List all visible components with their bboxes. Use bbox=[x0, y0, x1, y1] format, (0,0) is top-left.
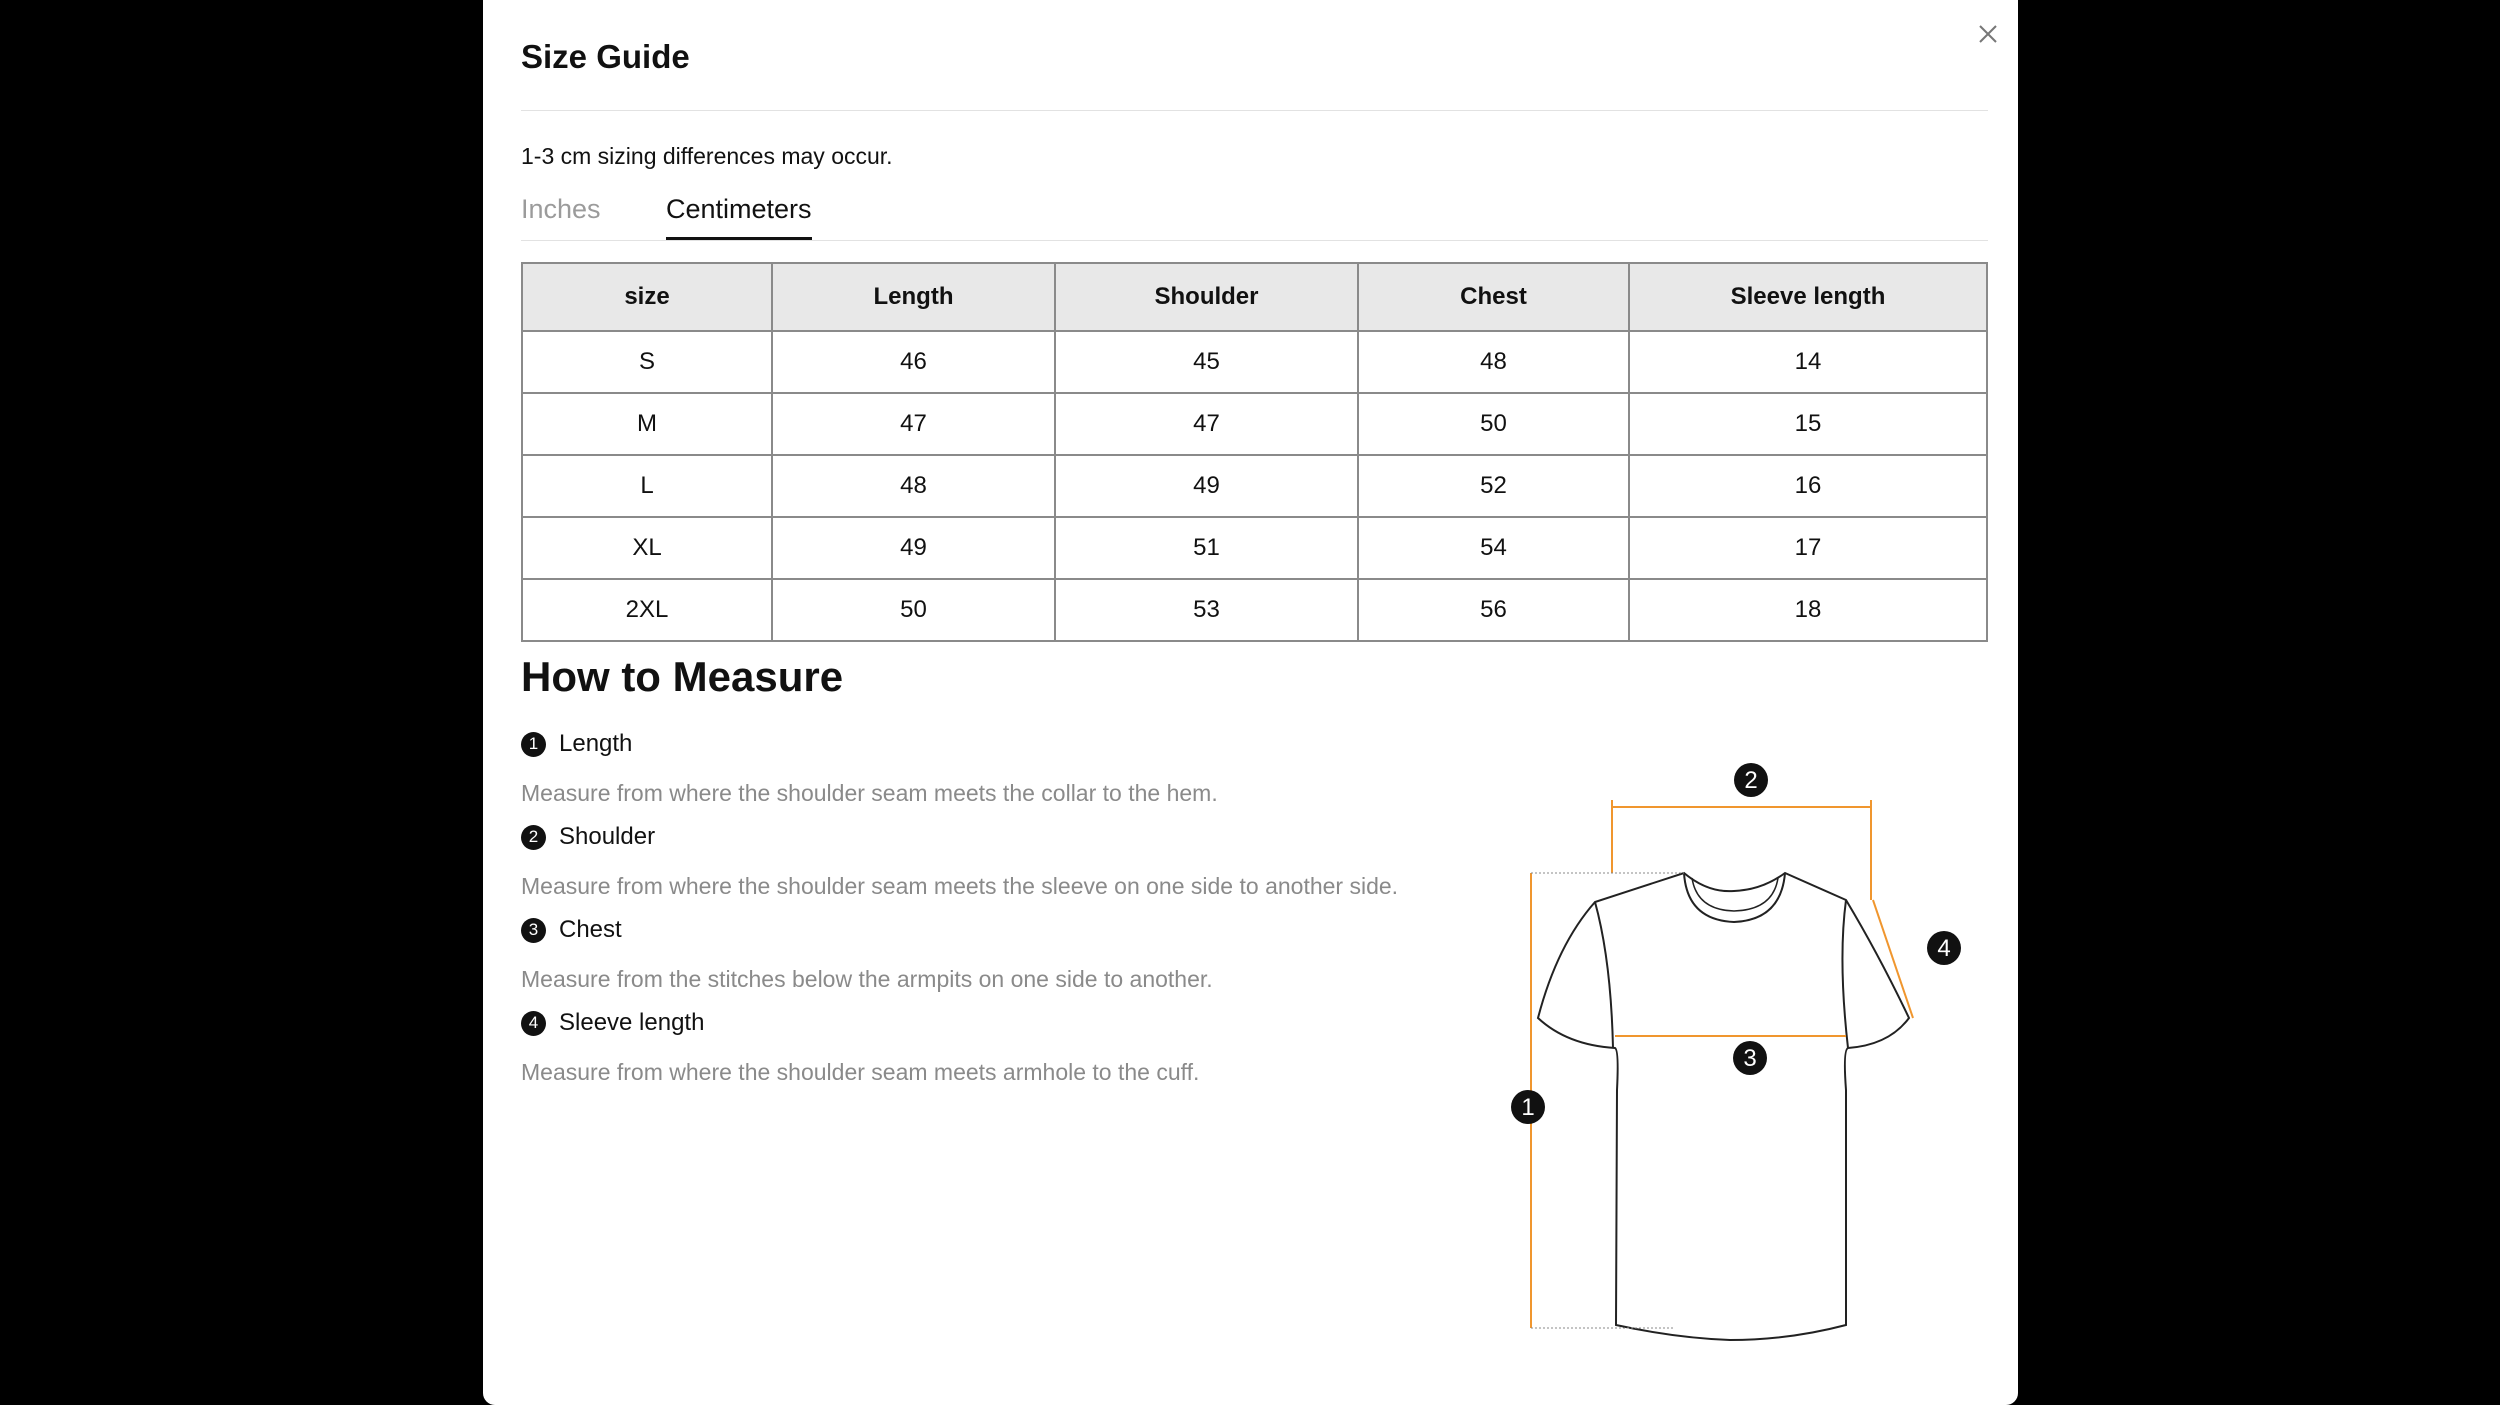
table-row bbox=[522, 579, 1987, 641]
unit-tabs bbox=[521, 190, 1988, 241]
tab-centimeters[interactable]: Centimeters bbox=[666, 194, 812, 240]
table-cell: 46 bbox=[772, 331, 1055, 393]
step-description: Measure from where the shoulder seam meets armhole to the cuff. bbox=[521, 1059, 1200, 1085]
table-cell: 45 bbox=[1055, 331, 1358, 393]
table-row bbox=[522, 517, 1987, 579]
table-cell: 50 bbox=[1358, 393, 1629, 455]
table-cell: 18 bbox=[1629, 579, 1987, 641]
table-cell: 48 bbox=[772, 455, 1055, 517]
table-cell: 47 bbox=[1055, 393, 1358, 455]
measure-step-shoulder bbox=[521, 823, 1398, 900]
table-cell: 54 bbox=[1358, 517, 1629, 579]
table-cell: 51 bbox=[1055, 517, 1358, 579]
table-cell: L bbox=[522, 455, 772, 517]
step-description: Measure from where the shoulder seam meets the collar to the hem. bbox=[521, 780, 1218, 806]
step-number-badge: 3 bbox=[521, 918, 546, 943]
header-sleeve-length: Sleeve length bbox=[1629, 263, 1987, 331]
header-size: size bbox=[522, 263, 772, 331]
size-table bbox=[521, 262, 1988, 642]
step-label: Sleeve length bbox=[559, 1009, 705, 1036]
step-number-badge: 4 bbox=[521, 1011, 546, 1036]
tab-inches[interactable]: Inches bbox=[521, 194, 601, 224]
sizing-note: 1-3 cm sizing differences may occur. bbox=[521, 143, 893, 169]
header-length: Length bbox=[772, 263, 1055, 331]
table-header-row bbox=[522, 263, 1987, 331]
measure-step-sleeve-length bbox=[521, 1009, 1199, 1086]
table-cell: 17 bbox=[1629, 517, 1987, 579]
table-cell: S bbox=[522, 331, 772, 393]
table-cell: 48 bbox=[1358, 331, 1629, 393]
table-cell: M bbox=[522, 393, 772, 455]
step-label: Chest bbox=[559, 916, 622, 943]
table-row bbox=[522, 331, 1987, 393]
marker-2 bbox=[1734, 763, 1768, 797]
table-cell: 52 bbox=[1358, 455, 1629, 517]
tshirt-measure-diagram bbox=[1503, 750, 1963, 1350]
marker-2-label: 2 bbox=[1744, 767, 1758, 794]
measure-lines bbox=[1531, 800, 1913, 1328]
table-cell: 49 bbox=[772, 517, 1055, 579]
tshirt-icon bbox=[1503, 750, 1963, 1350]
table-cell: 14 bbox=[1629, 331, 1987, 393]
measure-step-length bbox=[521, 730, 1218, 807]
step-description: Measure from the stitches below the armpits on one side to another. bbox=[521, 966, 1213, 992]
close-button[interactable] bbox=[1974, 20, 2002, 48]
close-icon bbox=[1974, 20, 2002, 48]
table-cell: XL bbox=[522, 517, 772, 579]
how-to-measure-title: How to Measure bbox=[521, 653, 844, 700]
step-label: Length bbox=[559, 730, 633, 757]
table-cell: 47 bbox=[772, 393, 1055, 455]
dialog-title: Size Guide bbox=[521, 38, 690, 75]
marker-4-label: 4 bbox=[1937, 935, 1951, 962]
header-chest: Chest bbox=[1358, 263, 1629, 331]
marker-1 bbox=[1511, 1090, 1545, 1124]
table-cell: 2XL bbox=[522, 579, 772, 641]
step-description: Measure from where the shoulder seam meets the sleeve on one side to another side. bbox=[521, 873, 1399, 899]
measure-step-chest bbox=[521, 916, 1213, 993]
marker-3 bbox=[1733, 1041, 1767, 1075]
step-label: Shoulder bbox=[559, 823, 656, 850]
table-cell: 15 bbox=[1629, 393, 1987, 455]
header-shoulder: Shoulder bbox=[1055, 263, 1358, 331]
step-number-badge: 2 bbox=[521, 825, 546, 850]
table-cell: 49 bbox=[1055, 455, 1358, 517]
size-guide-dialog bbox=[483, 0, 2018, 1405]
step-number-badge: 1 bbox=[521, 732, 546, 757]
marker-3-label: 3 bbox=[1743, 1045, 1757, 1072]
table-cell: 16 bbox=[1629, 455, 1987, 517]
table-cell: 53 bbox=[1055, 579, 1358, 641]
table-row bbox=[522, 455, 1987, 517]
table-cell: 56 bbox=[1358, 579, 1629, 641]
table-row bbox=[522, 393, 1987, 455]
marker-1-label: 1 bbox=[1521, 1094, 1535, 1121]
table-cell: 50 bbox=[772, 579, 1055, 641]
marker-4 bbox=[1927, 931, 1961, 965]
divider bbox=[521, 110, 1988, 111]
